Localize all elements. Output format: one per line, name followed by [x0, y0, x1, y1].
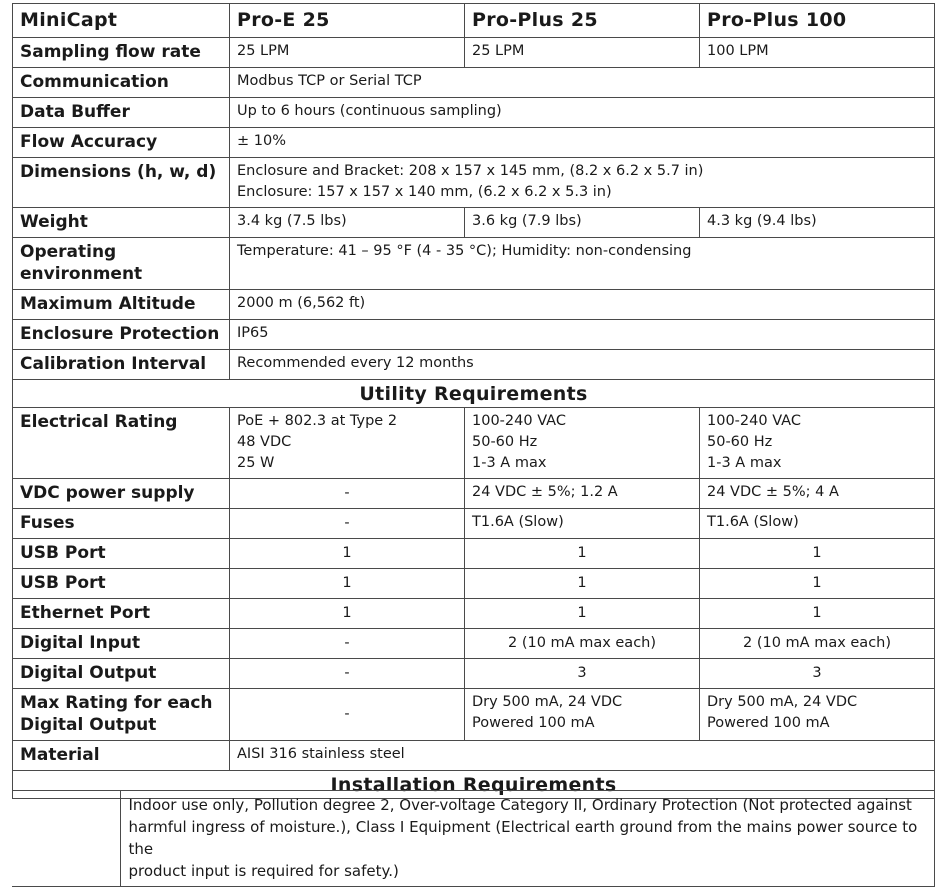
- cell-value: [465, 689, 700, 741]
- cell-value: 1: [700, 599, 935, 629]
- product-name: MiniCapt: [13, 4, 230, 38]
- cell-value: [700, 408, 935, 479]
- cell-value: 3.4 kg (7.5 lbs): [230, 208, 465, 238]
- cell-value: 2000 m (6,562 ft): [230, 290, 935, 320]
- row-label: Digital Input: [13, 629, 230, 659]
- cell-value: [230, 158, 935, 208]
- installation-spacer: [12, 791, 120, 887]
- row-label: Sampling flow rate: [13, 38, 230, 68]
- table-row: [13, 38, 935, 68]
- cell-value: -: [230, 509, 465, 539]
- row-label: Data Buffer: [13, 98, 230, 128]
- cell-value: 24 VDC ± 5%; 1.2 A: [465, 479, 700, 509]
- rating-line: 1-3 A max: [707, 455, 782, 471]
- cell-value: IP65: [230, 320, 935, 350]
- model-pro-plus-25: Pro-Plus 25: [465, 4, 700, 38]
- row-label: USB Port: [13, 539, 230, 569]
- table-row: [13, 569, 935, 599]
- cell-value: 25 LPM: [230, 38, 465, 68]
- cell-value: 25 LPM: [465, 38, 700, 68]
- installation-table: [12, 790, 935, 887]
- cell-value: Modbus TCP or Serial TCP: [230, 68, 935, 98]
- cell-value: ± 10%: [230, 128, 935, 158]
- rating-line: Dry 500 mA, 24 VDC: [472, 694, 623, 710]
- installation-row: [12, 791, 934, 887]
- cell-value: [700, 689, 935, 741]
- row-label: Material: [13, 741, 230, 771]
- rating-line: 100-240 VAC: [707, 413, 801, 429]
- rating-line: 100-240 VAC: [472, 413, 566, 429]
- cell-value: Up to 6 hours (continuous sampling): [230, 98, 935, 128]
- rating-line: 48 VDC: [237, 434, 292, 450]
- table-row: [13, 599, 935, 629]
- row-label: Maximum Altitude: [13, 290, 230, 320]
- table-row: [13, 539, 935, 569]
- model-pro-plus-100: Pro-Plus 100: [700, 4, 935, 38]
- row-label: USB Port: [13, 569, 230, 599]
- cell-value: 3.6 kg (7.9 lbs): [465, 208, 700, 238]
- row-label: Enclosure Protection: [13, 320, 230, 350]
- rating-line: 1-3 A max: [472, 455, 547, 471]
- row-label: Operating environment: [13, 238, 230, 290]
- rating-line: 25 W: [237, 455, 275, 471]
- section-header-row: [13, 380, 935, 408]
- cell-value: Recommended every 12 months: [230, 350, 935, 380]
- cell-value: [230, 408, 465, 479]
- cell-value: 1: [230, 569, 465, 599]
- row-label: Communication: [13, 68, 230, 98]
- utility-requirements-title: Utility Requirements: [13, 380, 935, 408]
- spec-table: [12, 3, 935, 799]
- row-label-line: Digital Output: [20, 715, 157, 735]
- cell-value: 1: [700, 569, 935, 599]
- table-row: [13, 350, 935, 380]
- table-row: [13, 238, 935, 290]
- installation-line: product input is required for safety.): [128, 862, 399, 880]
- dimension-line: Enclosure and Bracket: 208 x 157 x 145 mm, (8.2 x 6.2 x 5.7 in): [237, 163, 704, 179]
- cell-value: -: [230, 689, 465, 741]
- cell-value: 100 LPM: [700, 38, 935, 68]
- table-row: [13, 479, 935, 509]
- cell-value: 4.3 kg (9.4 lbs): [700, 208, 935, 238]
- cell-value: 1: [465, 599, 700, 629]
- cell-value: -: [230, 629, 465, 659]
- row-label: VDC power supply: [13, 479, 230, 509]
- cell-value: [465, 408, 700, 479]
- cell-value: AISI 316 stainless steel: [230, 741, 935, 771]
- rating-line: 50-60 Hz: [472, 434, 538, 450]
- table-row: [13, 659, 935, 689]
- rating-line: Powered 100 mA: [707, 715, 830, 731]
- table-row: [13, 741, 935, 771]
- cell-value: Temperature: 41 – 95 °F (4 - 35 °C); Humidity: non-condensing: [230, 238, 935, 290]
- cell-value: 1: [230, 539, 465, 569]
- cell-value: 2 (10 mA max each): [700, 629, 935, 659]
- table-row: [13, 158, 935, 208]
- dimension-line: Enclosure: 157 x 157 x 140 mm, (6.2 x 6.2 x 5.3 in): [237, 184, 612, 200]
- row-label: Electrical Rating: [13, 408, 230, 479]
- cell-value: 24 VDC ± 5%; 4 A: [700, 479, 935, 509]
- table-row: [13, 68, 935, 98]
- cell-value: 3: [465, 659, 700, 689]
- installation-requirements-title: Installation Requirements: [13, 771, 935, 799]
- header-row: [13, 4, 935, 38]
- installation-line: Indoor use only, Pollution degree 2, Over-voltage Category II, Ordinary Protection (Not protected against: [128, 796, 912, 814]
- table-row: [13, 689, 935, 741]
- row-label: Digital Output: [13, 659, 230, 689]
- installation-text: [120, 791, 934, 887]
- cell-value: 1: [465, 569, 700, 599]
- cell-value: 1: [465, 539, 700, 569]
- table-row: [13, 509, 935, 539]
- cell-value: -: [230, 659, 465, 689]
- cell-value: T1.6A (Slow): [700, 509, 935, 539]
- rating-line: 50-60 Hz: [707, 434, 773, 450]
- row-label: Flow Accuracy: [13, 128, 230, 158]
- table-row: [13, 128, 935, 158]
- row-label: Dimensions (h, w, d): [13, 158, 230, 208]
- cell-value: 3: [700, 659, 935, 689]
- table-row: [13, 629, 935, 659]
- row-label: Weight: [13, 208, 230, 238]
- row-label: Calibration Interval: [13, 350, 230, 380]
- table-row: [13, 290, 935, 320]
- rating-line: Dry 500 mA, 24 VDC: [707, 694, 858, 710]
- row-label-line: Max Rating for each: [20, 693, 213, 713]
- rating-line: PoE + 802.3 at Type 2: [237, 413, 398, 429]
- rating-line: Powered 100 mA: [472, 715, 595, 731]
- table-row: [13, 208, 935, 238]
- row-label: Ethernet Port: [13, 599, 230, 629]
- cell-value: 2 (10 mA max each): [465, 629, 700, 659]
- table-row: [13, 408, 935, 479]
- cell-value: T1.6A (Slow): [465, 509, 700, 539]
- table-row: [13, 320, 935, 350]
- installation-line: harmful ingress of moisture.), Class I Equipment (Electrical earth ground from the mains power source to the: [128, 818, 918, 858]
- row-label: Fuses: [13, 509, 230, 539]
- model-pro-e-25: Pro-E 25: [230, 4, 465, 38]
- table-row: [13, 98, 935, 128]
- row-label: [13, 689, 230, 741]
- cell-value: 1: [700, 539, 935, 569]
- cell-value: 1: [230, 599, 465, 629]
- cell-value: -: [230, 479, 465, 509]
